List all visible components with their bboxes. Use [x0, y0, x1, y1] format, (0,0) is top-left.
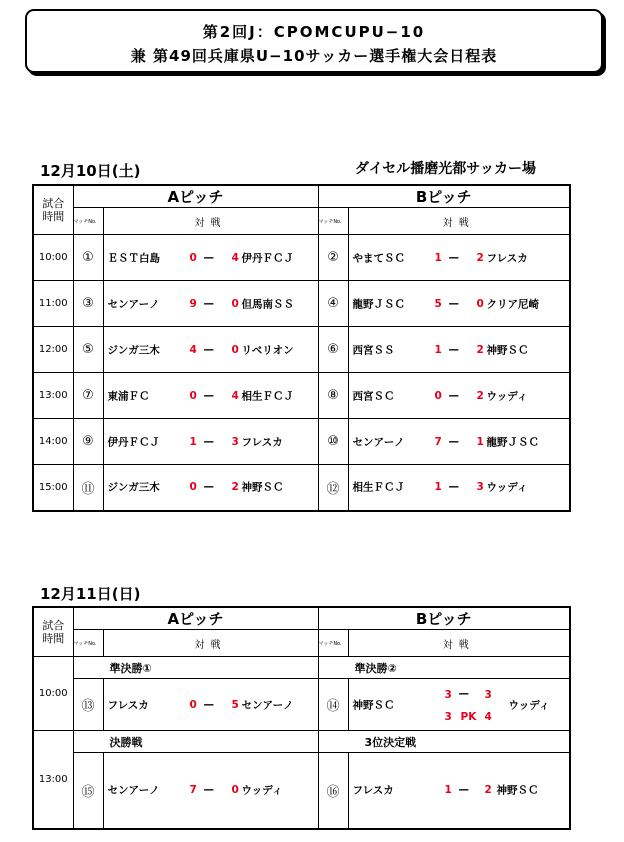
team-away: ウッディ	[241, 784, 283, 797]
match-number: ⑨	[73, 419, 103, 465]
score-dash: —	[448, 251, 460, 264]
match-cell	[348, 281, 570, 327]
time-cell: 12:00	[33, 327, 73, 373]
time-cell: 15:00	[33, 465, 73, 511]
match-cell	[348, 327, 570, 373]
time-cell: 13:00	[33, 731, 73, 829]
team-home: ジンガ三木	[107, 344, 160, 356]
day1-venue: ダイセル播磨光都サッカー場	[355, 161, 537, 177]
match-cell	[103, 327, 318, 373]
score-away: 0	[231, 297, 239, 310]
match-number: ⑭	[318, 679, 348, 731]
team-home: センアーノ	[107, 298, 160, 310]
match-cell	[103, 235, 318, 281]
match-number: ⑦	[73, 373, 103, 419]
score-dash: —	[203, 435, 214, 448]
team-home: 神野ＳＣ	[352, 699, 395, 711]
score-dash: —	[203, 251, 214, 264]
match-number: ⑮	[73, 753, 103, 829]
match-no-header: マッチNo.	[73, 630, 103, 657]
pk-score-home: 3	[444, 711, 452, 723]
score-away: 4	[231, 251, 239, 264]
team-home: 東浦ＦＣ	[107, 390, 150, 402]
match-no-header: マッチNo.	[318, 208, 348, 235]
stage-label: 準決勝②	[318, 657, 570, 679]
score-home: 5	[434, 297, 442, 310]
team-away: 神野ＳＣ	[486, 344, 529, 356]
title-line-1: 第2回J：CPOMCUPU−10	[202, 23, 426, 41]
score-away: 2	[476, 343, 484, 356]
score-away: 0	[476, 297, 484, 310]
schedule-row	[33, 419, 570, 465]
team-home: フレスカ	[352, 784, 394, 797]
team-away: 龍野ＪＳＣ	[486, 436, 540, 448]
team-home: やまてＳＣ	[352, 252, 406, 264]
score-away: 2	[476, 251, 484, 264]
match-number: ⑧	[318, 373, 348, 419]
score-home: 1	[444, 784, 452, 797]
score-away: 2	[484, 784, 492, 797]
team-away: ウッディ	[486, 390, 528, 402]
score-home: 0	[434, 389, 442, 402]
team-away: クリア尼崎	[486, 298, 540, 310]
score-home: 1	[434, 481, 442, 494]
taisen-header: 対戦	[348, 208, 570, 235]
score-away: 3	[476, 481, 484, 494]
taisen-header: 対戦	[348, 630, 570, 657]
stage-label: 3位決定戦	[318, 731, 570, 753]
match-cell	[103, 679, 318, 731]
score-dash: —	[203, 297, 214, 310]
pitch-a-header: Aピッチ	[73, 185, 318, 208]
match-cell	[103, 753, 318, 829]
match-cell	[103, 373, 318, 419]
schedule-row	[33, 465, 570, 511]
score-dash: —	[203, 389, 214, 402]
title-line-2: 兼 第49回兵庫県U−10サッカー選手権大会日程表	[130, 47, 498, 65]
time-cell: 10:00	[33, 235, 73, 281]
pk-label: PK	[460, 711, 477, 723]
team-away: ウッディ	[486, 481, 528, 494]
time-header: 試合 時間	[33, 607, 73, 657]
schedule-row	[33, 281, 570, 327]
match-no-header: マッチNo.	[318, 630, 348, 657]
match-cell	[348, 465, 570, 511]
match-cell	[348, 419, 570, 465]
day1-schedule-table	[32, 184, 571, 512]
match-cell	[348, 373, 570, 419]
team-home: ジンガ三木	[107, 481, 160, 494]
match-number: ⑩	[318, 419, 348, 465]
team-home: センアーノ	[352, 436, 405, 448]
team-away: 神野ＳＣ	[241, 481, 284, 494]
match-cell	[103, 419, 318, 465]
pitch-a-header: Aピッチ	[73, 607, 318, 630]
score-away: 4	[231, 389, 239, 402]
score-dash: —	[458, 688, 470, 700]
team-home: 龍野ＪＳＣ	[352, 298, 406, 310]
schedule-row	[33, 327, 570, 373]
score-away: 0	[231, 343, 239, 356]
score-home: 1	[434, 343, 442, 356]
time-header: 試合 時間	[33, 185, 73, 235]
match-number: ①	[73, 235, 103, 281]
score-dash: —	[203, 343, 214, 356]
match-number: ⑥	[318, 327, 348, 373]
day2-date: 12月11日(日)	[40, 585, 141, 603]
match-number: ⑯	[318, 753, 348, 829]
match-number: ⑤	[73, 327, 103, 373]
match-number: ⑪	[73, 465, 103, 511]
score-dash: —	[458, 784, 470, 797]
score-home: 4	[189, 343, 197, 356]
score-home: 1	[434, 251, 442, 264]
match-number: ②	[318, 235, 348, 281]
day1-date: 12月10日(土)	[40, 162, 141, 180]
score-away: 0	[231, 784, 239, 797]
team-home: 西宮ＳＳ	[352, 344, 395, 356]
match-number: ⑫	[318, 465, 348, 511]
title-box	[25, 9, 603, 73]
score-away: 2	[231, 481, 239, 494]
match-cell	[103, 281, 318, 327]
pk-score-away: 4	[484, 711, 492, 723]
score-away: 2	[476, 389, 484, 402]
score-dash: —	[448, 343, 460, 356]
team-away: 相生ＦＣＪ	[241, 390, 294, 402]
team-away: フレスカ	[486, 252, 528, 264]
score-dash: —	[448, 297, 460, 310]
team-home: 相生ＦＣＪ	[352, 481, 406, 494]
score-home: 7	[434, 435, 442, 448]
score-home: 0	[189, 698, 197, 711]
match-number: ③	[73, 281, 103, 327]
score-away: 3	[484, 689, 492, 701]
match-no-header: マッチNo.	[73, 208, 103, 235]
team-away: リベリオン	[241, 344, 294, 356]
time-cell: 11:00	[33, 281, 73, 327]
pitch-b-header: Bピッチ	[318, 185, 570, 208]
score-dash: —	[203, 481, 214, 494]
team-away: 神野ＳＣ	[496, 784, 539, 797]
team-away: 伊丹ＦＣＪ	[241, 252, 294, 264]
match-number: ⑬	[73, 679, 103, 731]
time-cell: 14:00	[33, 419, 73, 465]
taisen-header: 対戦	[103, 630, 318, 657]
score-dash: —	[203, 698, 214, 711]
team-home: センアーノ	[107, 784, 160, 797]
score-away: 5	[231, 698, 239, 711]
score-home: 0	[189, 251, 197, 264]
score-away: 3	[231, 435, 239, 448]
stage-label: 決勝戦	[73, 731, 318, 753]
day2-schedule-table	[32, 606, 571, 830]
score-home: 0	[189, 389, 197, 402]
score-dash: —	[448, 389, 460, 402]
schedule-row	[33, 373, 570, 419]
score-home: 7	[189, 784, 197, 797]
team-home: ＥＳＴ白島	[107, 252, 160, 264]
team-home: 伊丹ＦＣＪ	[107, 436, 160, 448]
pitch-b-header: Bピッチ	[318, 607, 570, 630]
score-away: 1	[476, 435, 484, 448]
score-dash: —	[448, 435, 460, 448]
score-home: 1	[189, 435, 197, 448]
score-dash: —	[448, 481, 460, 494]
team-away: 但馬南ＳＳ	[241, 298, 294, 310]
time-cell: 10:00	[33, 657, 73, 731]
score-home: 9	[189, 297, 197, 310]
team-away: フレスカ	[241, 436, 283, 448]
team-away: ウッディ	[508, 699, 550, 711]
stage-label: 準決勝①	[73, 657, 318, 679]
time-cell: 13:00	[33, 373, 73, 419]
match-cell	[348, 679, 570, 731]
score-home: 0	[189, 481, 197, 494]
match-cell	[103, 465, 318, 511]
match-cell	[348, 235, 570, 281]
match-number: ④	[318, 281, 348, 327]
schedule-row	[33, 235, 570, 281]
score-home: 3	[444, 689, 452, 701]
match-cell	[348, 753, 570, 829]
team-home: 西宮ＳＣ	[352, 390, 395, 402]
team-home: フレスカ	[107, 699, 149, 711]
team-away: センアーノ	[241, 699, 294, 711]
score-dash: —	[203, 784, 214, 797]
taisen-header: 対戦	[103, 208, 318, 235]
